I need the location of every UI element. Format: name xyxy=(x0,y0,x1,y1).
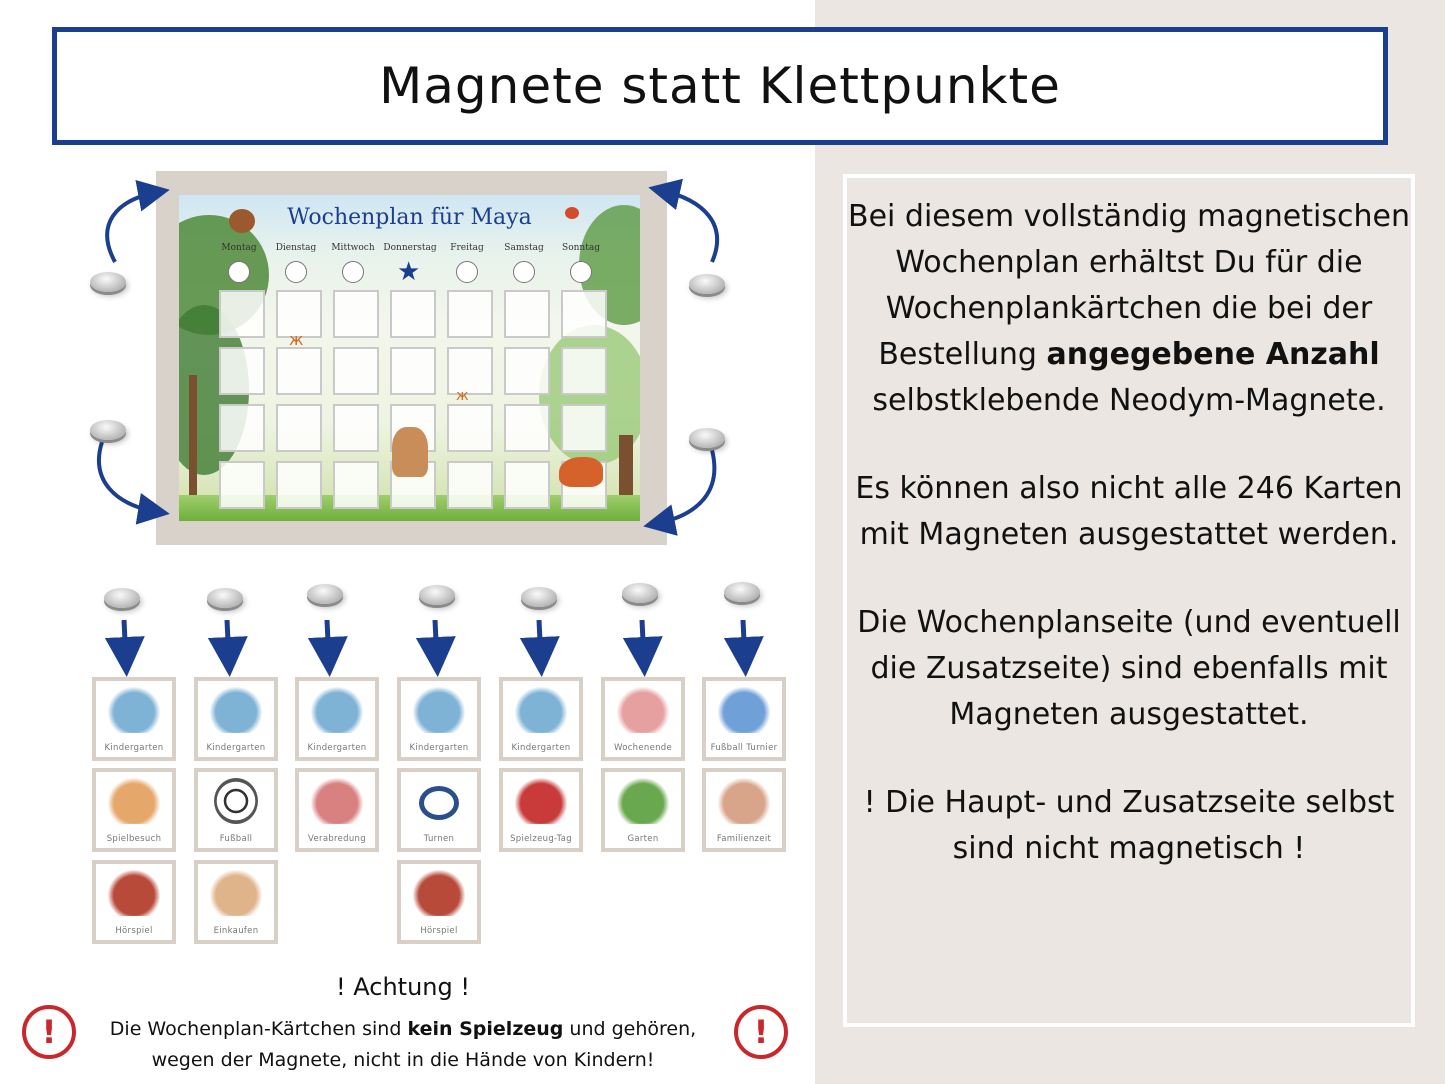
day-label: Sonntag xyxy=(562,243,600,253)
butterfly-icon: ж xyxy=(456,388,469,404)
activity-card xyxy=(92,677,176,761)
curved-arrow-icon xyxy=(107,192,158,262)
activity-card xyxy=(194,768,278,852)
magnet-icon xyxy=(90,272,126,292)
activity-card xyxy=(601,677,685,761)
activity-card xyxy=(601,768,685,852)
magnet-icon xyxy=(689,428,725,448)
card-label: Kindergarten xyxy=(409,743,469,753)
magnet-icon xyxy=(419,585,455,605)
curved-arrow-icon xyxy=(660,190,717,262)
down-arrow-icon xyxy=(327,620,329,662)
star-icon: ★ xyxy=(397,257,421,287)
kindergarten-icon xyxy=(311,687,363,733)
activity-card xyxy=(397,677,481,761)
down-arrow-icon xyxy=(743,620,745,662)
down-arrow-icon xyxy=(227,620,229,662)
info-paragraph: Es können also nicht alle 246 Karten mit Magneten ausgestattet werden. xyxy=(855,471,1403,552)
activity-card xyxy=(499,768,583,852)
kindergarten-icon xyxy=(108,687,160,733)
info-paragraph: ! Die Haupt- und Zusatzseite selbst sind nicht magnetisch ! xyxy=(863,785,1395,866)
magnet-icon xyxy=(104,588,140,608)
page-title: Magnete statt Klettpunkte xyxy=(379,57,1061,115)
toy-icon xyxy=(515,778,567,824)
activity-card xyxy=(702,768,786,852)
card-label: Fußball xyxy=(219,834,253,844)
card-label: Turnen xyxy=(423,834,455,844)
card-label: Garten xyxy=(627,834,659,844)
magnet-icon xyxy=(207,588,243,608)
warning-title: ! Achtung ! xyxy=(336,973,470,1001)
activity-card xyxy=(295,677,379,761)
info-paragraph: Die Wochenplanseite (und eventuell die Zusatzseite) sind ebenfalls mit Magneten ausgestattet. xyxy=(857,605,1401,732)
card-label: Kindergarten xyxy=(206,743,266,753)
kindergarten-icon xyxy=(515,687,567,733)
radio-icon xyxy=(413,870,465,916)
card-label: Einkaufen xyxy=(213,926,259,936)
activity-card xyxy=(92,768,176,852)
warning-icon: ! xyxy=(734,1005,788,1059)
football-icon xyxy=(214,778,258,824)
magnet-icon xyxy=(307,584,343,604)
info-box xyxy=(843,174,1415,1027)
activity-card xyxy=(295,768,379,852)
activity-card xyxy=(194,860,278,944)
playdate-icon xyxy=(108,778,160,824)
card-label: Kindergarten xyxy=(104,743,164,753)
activity-card xyxy=(702,677,786,761)
card-label: Hörspiel xyxy=(420,926,458,936)
warning-text: Die Wochenplan-Kärtchen sind kein Spielzeug und gehören, wegen der Magnete, nicht in die Hände von Kindern! xyxy=(109,1018,697,1071)
down-arrow-icon xyxy=(124,620,126,662)
card-label: Wochenende xyxy=(613,743,673,753)
kindergarten-icon xyxy=(210,687,262,733)
card-label: Hörspiel xyxy=(115,926,153,936)
curved-arrow-icon xyxy=(655,450,714,524)
garden-icon xyxy=(617,778,669,824)
warning-icon: ! xyxy=(22,1005,76,1059)
board-title: Wochenplan für Maya xyxy=(287,205,532,230)
card-label: Spielzeug-Tag xyxy=(510,834,572,844)
activity-card xyxy=(397,768,481,852)
card-label: Spielbesuch xyxy=(106,834,162,844)
down-arrow-icon xyxy=(435,620,437,662)
card-label: Fußball Turnier xyxy=(710,743,778,753)
hammock-icon xyxy=(617,687,669,733)
activity-card xyxy=(92,860,176,944)
curved-arrow-icon xyxy=(99,442,158,512)
rings-icon xyxy=(419,786,459,820)
day-label: Mittwoch xyxy=(331,243,375,253)
card-label: Kindergarten xyxy=(307,743,367,753)
magnet-icon xyxy=(689,274,725,294)
meeting-icon xyxy=(311,778,363,824)
activity-card xyxy=(397,860,481,944)
info-paragraph: Bei diesem vollständig magnetischen Wochenplan erhältst Du für die Wochenplankärtchen die bei der Bestellung angegebene Anzahl selbstklebende Neodym-Magnete. xyxy=(848,199,1410,418)
down-arrow-icon xyxy=(642,620,644,662)
magnet-icon xyxy=(90,420,126,440)
butterfly-icon: ж xyxy=(289,330,304,349)
down-arrow-icon xyxy=(539,620,541,662)
day-label: Donnerstag xyxy=(383,243,437,253)
day-label: Freitag xyxy=(450,243,484,253)
kindergarten-icon xyxy=(413,687,465,733)
magnet-icon xyxy=(622,583,658,603)
card-label: Kindergarten xyxy=(511,743,571,753)
activity-card xyxy=(499,677,583,761)
down-arrows xyxy=(124,620,745,662)
day-label: Samstag xyxy=(504,243,544,253)
activity-card xyxy=(194,677,278,761)
shopping-icon xyxy=(210,870,262,916)
magnet-icon xyxy=(724,582,760,602)
radio-icon xyxy=(108,870,160,916)
card-label: Verabredung xyxy=(308,834,366,844)
magnet-icon xyxy=(521,587,557,607)
day-label: Montag xyxy=(221,243,257,253)
football-tournament-icon xyxy=(718,687,770,733)
card-label: Familienzeit xyxy=(716,834,772,844)
day-label: Dienstag xyxy=(275,243,317,253)
family-icon xyxy=(718,778,770,824)
